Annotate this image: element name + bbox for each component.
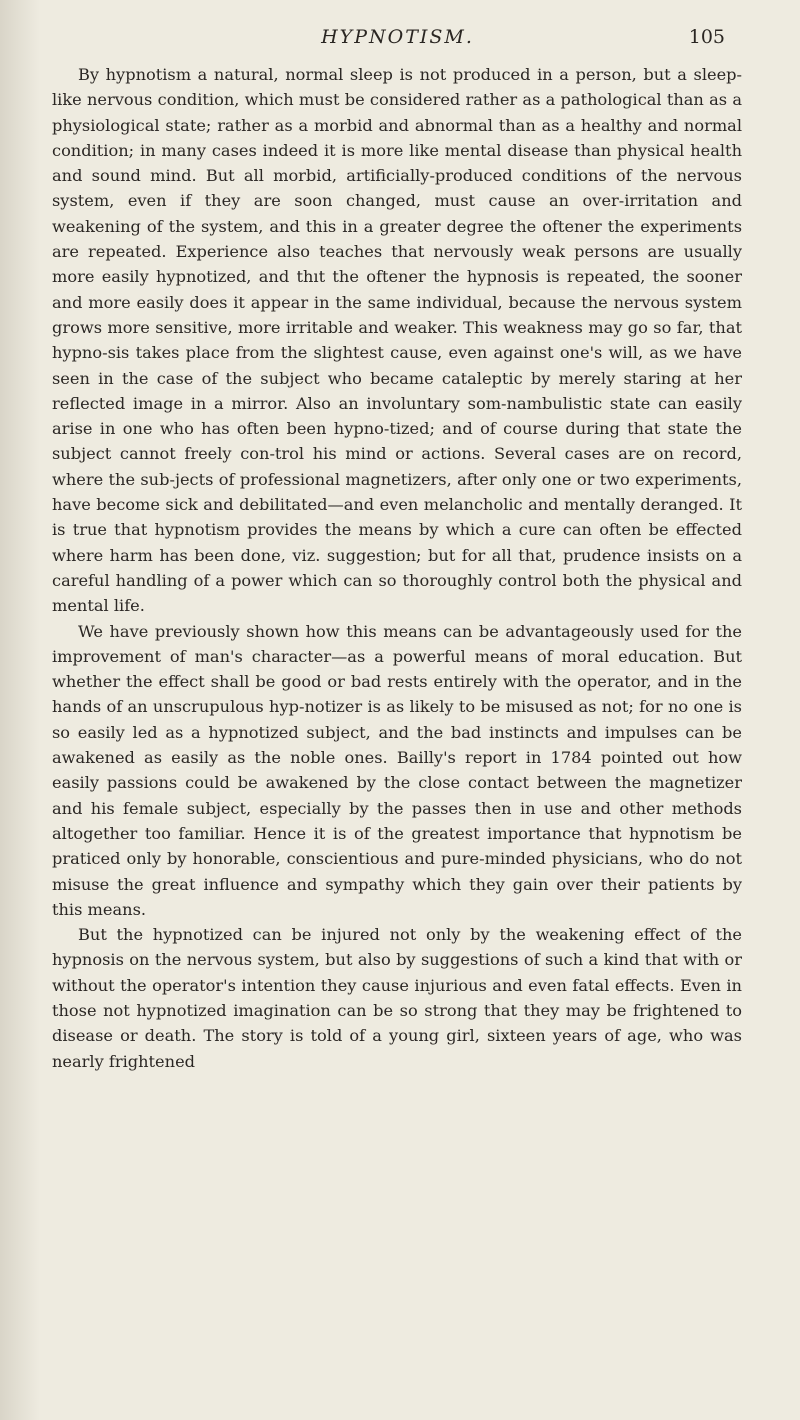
- page-gutter-shadow: [0, 0, 40, 1420]
- running-head: HYPNOTISM.: [321, 26, 474, 48]
- body-text: [52, 62, 742, 1074]
- paragraph: We have previously shown how this means can be advantageously used for the improvement of man's character—as a powerful means of moral education. But whether the effect shall be good or bad rests entirely with the operator, and in the hands of an unscrupulous hyp-notizer is as likely to be misused as not; for no one is so easily led as a hypnotized subject, and the bad instincts and impulses can be awakened as easily as the noble ones. Bailly's report in 1784 pointed out how easily passions could be awakened by the close contact between the magnetizer and his female subject, especially by the passes then in use and other methods altogether too familiar. Hence it is of the greatest importance that hypnotism be praticed only by honorable, conscientious and pure-minded physicians, who do not misuse the great influence and sympathy which they gain over their patients by this means.: [52, 621, 742, 919]
- paragraph: By hypnotism a natural, normal sleep is not produced in a person, but a sleep-like nervous condition, which must be considered rather as a pathological than as a physiological state; rather as a morbid and abnormal than as a healthy and normal condition; in many cases indeed it is more like mental disease than physical health and sound mind. But all morbid, artificially-produced conditions of the nervous system, even if they are soon changed, must cause an over-irritation and weakening of the system, and this in a greater degree the oftener the experiments are repeated. Experience also teaches that nervously weak persons are usually more easily hypnotized, and thıt the oftener the hypnosis is repeated, the sooner and more easily does it appear in the same individual, because the nervous system grows more sensitive, more irritable and weaker. This weakness may go so far, that hypno-sis takes place from the slightest cause, even against one's will, as we have seen in the case of the subject who became cataleptic by merely staring at her reflected image in a mirror. Also an involuntary som-nambulistic state can easily arise in one who has often been hypno-tized; and of course during that state the subject cannot freely con-trol his mind or actions. Several cases are on record, where the sub-jects of professional magnetizers, after only one or two experiments, have become sick and debilitated—and even melancholic and mentally deranged. It is true that hypnotism provides the means by which a cure can often be effected where harm has been done, viz. suggestion; but for all that, prudence insists on a careful handling of a power which can so thoroughly control both the physical and mental life.: [52, 65, 742, 616]
- paragraph: But the hypnotized can be injured not only by the weakening effect of the hypnosis on the nervous system, but also by suggestions of such a kind that with or without the operator's intention they cause injurious and even fatal effects. Even in those not hypnotized imagination can be so strong that they may be frightened to disease or death. The story is told of a young girl, sixteen years of age, who was nearly frightened: [52, 925, 742, 1071]
- page-number: 105: [688, 26, 725, 48]
- page-header: [70, 26, 725, 66]
